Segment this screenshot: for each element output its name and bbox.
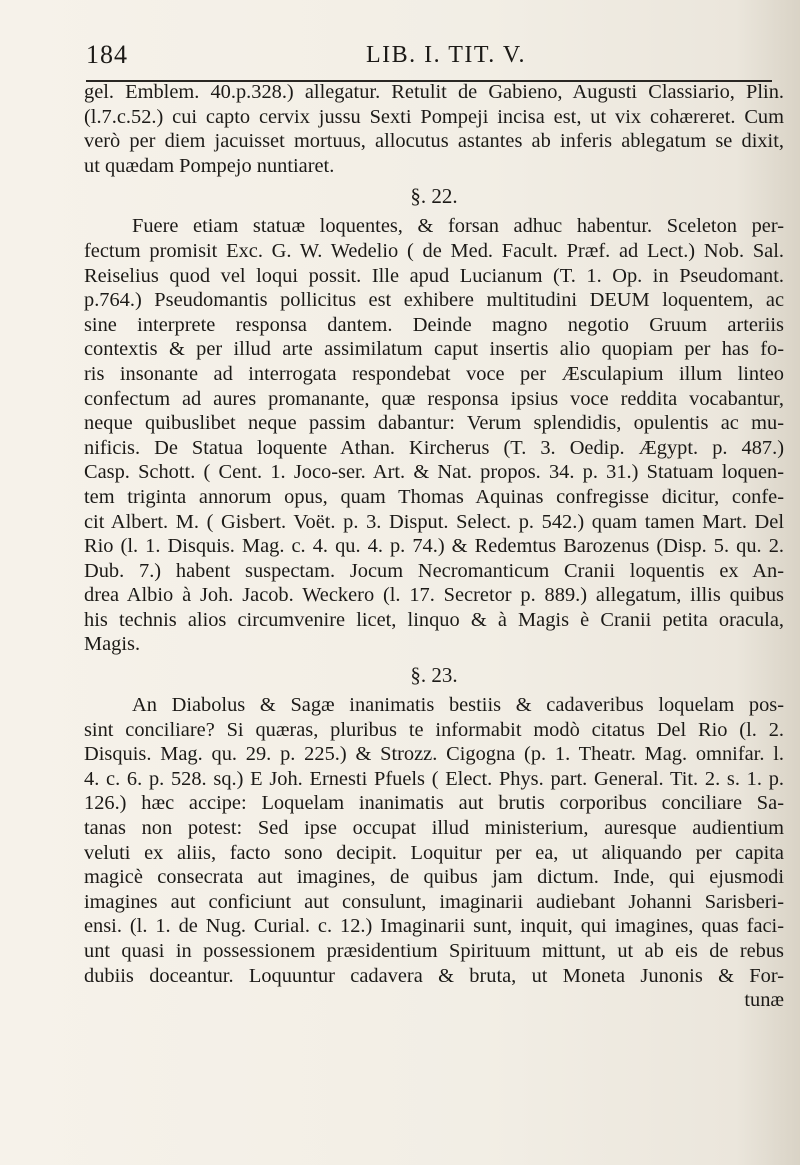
running-head: LIB. I. TIT. V. — [366, 42, 527, 68]
text-line: veluti ex aliis, facto sono decipit. Loquitur per ea, ut aliquando per capita — [84, 841, 784, 864]
text-line: ut quædam Pompejo nuntiaret. — [84, 154, 335, 177]
text-line: gel. Emblem. 40.p.328.) allegatur. Retulit de Gabieno, Augusti Classiario, Plin. — [84, 81, 784, 103]
text-line: verò per diem jacuisset mortuus, allocutus astantes ab inferis ablegatum se dixit, — [84, 130, 784, 153]
section-heading-23: §. 23. — [410, 663, 458, 688]
text-line: Disquis. Mag. qu. 29. p. 225.) & Strozz. Cigogna (p. 1. Theatr. Mag. omnifar. l. — [84, 743, 784, 766]
body-text — [84, 80, 784, 1013]
text-line: Rio (l. 1. Disquis. Mag. c. 4. qu. 4. p. 74.) & Redemtus Barozenus (Disp. 5. qu. 2. — [84, 535, 784, 558]
text-line: Casp. Schott. ( Cent. 1. Joco-ser. Art. & Nat. propos. 34. p. 31.) Statuam loquen- — [84, 461, 784, 484]
text-line: ensi. (l. 1. de Nug. Curial. c. 12.) Imaginarii sunt, inquit, qui imagines, quas faci- — [84, 915, 784, 938]
text-line: tanas non potest: Sed ipse occupat illud ministerium, auresque audientium — [84, 817, 784, 840]
text-line: tem triginta annorum opus, quam Thomas Aquinas confregisse dicitur, confe- — [84, 485, 784, 508]
text-line: p.764.) Pseudomantis pollicitus est exhibere multitudini DEUM loquentem, ac — [84, 289, 784, 312]
text-line: (l.7.c.52.) cui capto cervix jussu Sexti Pompeji incisa est, ut vix cohæreret. Cum — [84, 105, 784, 128]
page-header — [86, 40, 776, 80]
text-line: Reiselius quod vel loqui possit. Ille apud Lucianum (T. 1. Op. in Pseudomant. — [84, 264, 784, 287]
text-line: An Diabolus & Sagæ inanimatis bestiis & cadaveribus loquelam pos- — [132, 694, 784, 717]
text-line: 4. c. 6. p. 528. sq.) E Joh. Ernesti Pfuels ( Elect. Phys. part. General. Tit. 2. s. 1. p. — [84, 767, 784, 790]
text-line: Dub. 7.) habent suspectam. Jocum Necromanticum Cranii loquentis ex An- — [84, 559, 784, 582]
text-line: nificis. De Statua loquente Athan. Kircherus (T. 3. Oedip. Ægypt. p. 487.) — [84, 436, 784, 459]
section-heading-22: §. 22. — [410, 184, 458, 209]
paragraph-1 — [84, 80, 784, 178]
text-line: sine interprete responsa dantem. Deinde magno negotio Gruum arteriis — [84, 313, 784, 336]
paragraph-2 — [84, 214, 784, 657]
paragraph-3 — [84, 693, 784, 1013]
page-number: 184 — [86, 40, 128, 69]
text-line: 126.) hæc accipe: Loquelam inanimatis aut brutis corporibus conciliare Sa- — [84, 792, 784, 815]
text-line: imagines aut conficiunt aut consulunt, imaginarii audiebant Johanni Sarisberi- — [84, 890, 784, 913]
text-line: drea Albio à Joh. Jacob. Weckero (l. 17. Secretor p. 889.) allegatum, illis quibus — [84, 584, 784, 607]
text-line: ris insonante ad interrogata respondebat voce per Æsculapium illum linteo — [84, 362, 784, 385]
text-line: neque quibuslibet neque passim dabantur: Verum splendidis, opulentis ac mu- — [84, 412, 784, 435]
catchword: tunæ — [744, 989, 784, 1012]
text-line: dubiis doceantur. Loquuntur cadavera & bruta, ut Moneta Junonis & For- — [84, 964, 784, 987]
text-line: fectum promisit Exc. G. W. Wedelio ( de Med. Facult. Præf. ad Lect.) Nob. Sal. — [84, 239, 784, 262]
text-line: Fuere etiam statuæ loquentes, & forsan adhuc habentur. Sceleton per- — [132, 215, 784, 238]
text-line: his technis alios circumvenire licet, linquo & à Magis è Cranii petita oracula, — [84, 608, 784, 631]
text-line: confectum ad aures promanante, quæ responsa ipsius voce reddita vocabantur, — [84, 387, 784, 410]
text-line: contextis & per illud arte assimilatum caput insertis alio quopiam per has fo- — [84, 338, 784, 361]
text-line: sint conciliare? Si quæras, pluribus te informabit modò citatus Del Rio (l. 2. — [84, 718, 784, 741]
text-line: Magis. — [84, 633, 141, 656]
text-line: unt quasi in possessionem præsidentium Spirituum mittunt, ut ab eis de rebus — [84, 940, 784, 962]
text-line: cit Albert. M. ( Gisbert. Voët. p. 3. Disput. Select. p. 542.) quam tamen Mart. Del — [84, 510, 784, 533]
text-line: magicè consecrata aut imagines, de quibus jam dictum. Inde, qui ejusmodi — [84, 866, 784, 889]
